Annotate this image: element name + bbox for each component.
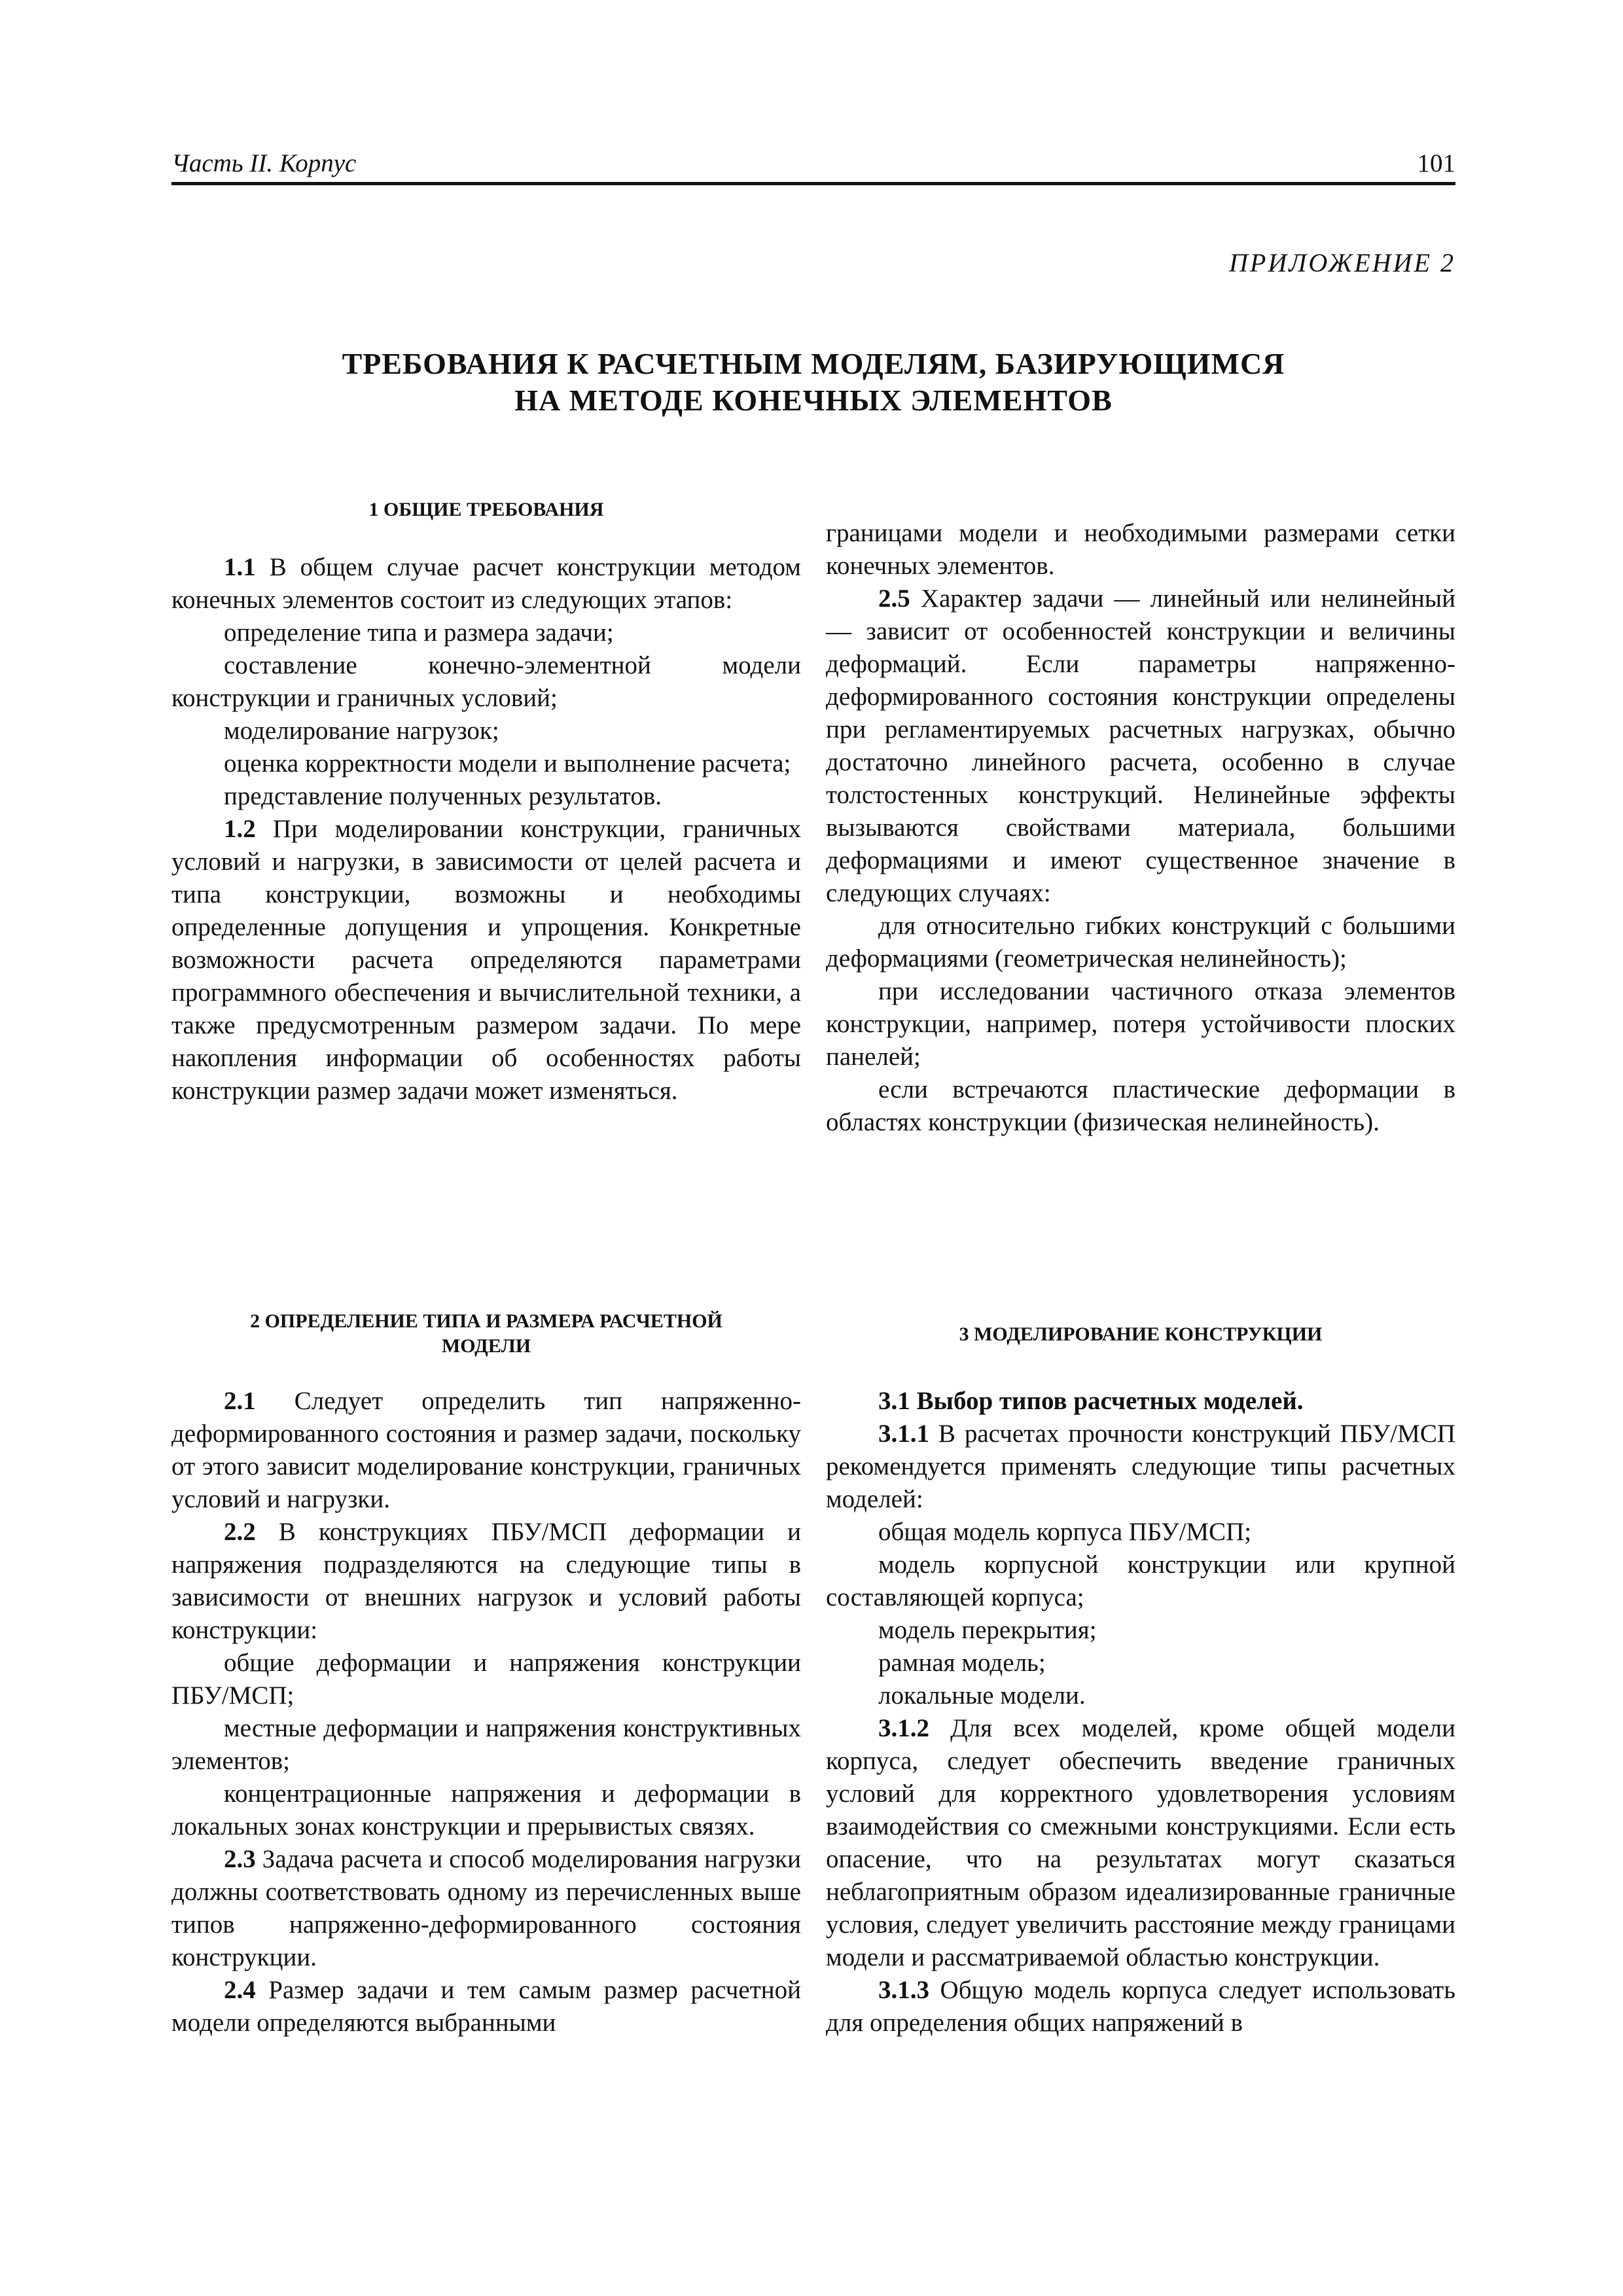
page-number: 101 — [1417, 149, 1455, 177]
section-2-heading-line-2: МОДЕЛИ — [441, 1335, 531, 1357]
list-item: оценка корректности модели и выполнение расчета; — [224, 749, 791, 778]
paragraph-2-4-continued: границами модели и необходимыми размерами сетки конечных элементов. — [826, 519, 1455, 580]
paragraph-2-5 — [826, 583, 1455, 910]
list-item: при исследовании частичного отказа элементов конструкции, например, потеря устойчивости плоских панелей; — [826, 977, 1455, 1071]
paragraph-text: Размер задачи и тем самым размер расчетной модели определяются выбранными — [171, 1976, 801, 2037]
paragraph-number: 1.1 — [224, 553, 256, 581]
subsection-3-1-heading: 3.1 Выбор типов расчетных моделей. — [878, 1387, 1304, 1415]
paragraph-text: Общую модель корпуса следует использовать для определения общих напряжений в — [826, 1976, 1455, 2037]
paragraph-number: 3.1.1 — [878, 1420, 929, 1448]
list-item: составление конечно-элементной модели конструкции и граничных условий; — [171, 651, 801, 712]
section-3 — [826, 1322, 1455, 2039]
section-1-heading: 1 ОБЩИЕ ТРЕБОВАНИЯ — [368, 499, 604, 520]
paragraph-1-2 — [171, 813, 801, 1107]
paragraph-text: В конструкциях ПБУ/МСП деформации и напряжения подразделяются на следующие типы в зависимости от внешних нагрузок и условий работы конструкции: — [171, 1518, 801, 1644]
list-item: моделирование нагрузок; — [224, 717, 499, 745]
section-2-continued — [826, 517, 1455, 1139]
paragraph-number: 2.5 — [878, 584, 910, 613]
paragraph-1-1 — [171, 551, 801, 617]
paragraph-2-2 — [171, 1516, 801, 1647]
paragraph-text: Задача расчета и способ моделирования нагрузки должны соответствовать одному из перечисленных выше типов напряженно-деформированного состояния конструкции. — [171, 1845, 801, 1971]
paragraph-number: 3.1.2 — [878, 1714, 929, 1742]
list-item: модель корпусной конструкции или крупной составляющей корпуса; — [826, 1551, 1455, 1611]
paragraph-text: Характер задачи — линейный или нелинейный — зависит от особенностей конструкции и величины деформаций. Если параметры напряженно-деформированного состояния конструкции определены при регламентируемых расчетных нагрузках, обычно достаточно линейного расчета, особенно в случае толстостенных конструкций. Нелинейные эффекты вызываются свойствами материала, большими деформациями и имеют существенное значение в следующих случаях: — [826, 584, 1455, 907]
paragraph-text: В общем случае расчет конструкции методом конечных элементов состоит из следующих этапов: — [171, 553, 801, 614]
list-item: общие деформации и напряжения конструкции ПБУ/МСП; — [171, 1649, 801, 1710]
section-2-heading — [171, 1309, 801, 1359]
paragraph-number: 2.4 — [224, 1976, 256, 2004]
list-item: общая модель корпуса ПБУ/МСП; — [878, 1518, 1252, 1546]
paragraph-text: Следует определить тип напряженно-деформированного состояния и размер задачи, поскольку от этого зависит моделирование конструкции, граничных условий и нагрузки. — [171, 1387, 801, 1513]
list-item: представление полученных результатов. — [224, 782, 662, 810]
list-item: концентрационные напряжения и деформации в локальных зонах конструкции и прерывистых связях. — [171, 1780, 801, 1840]
paragraph-number: 3.1.3 — [878, 1976, 929, 2004]
running-title: Часть II. Корпус — [171, 149, 357, 177]
paragraph-text: Для всех моделей, кроме общей модели корпуса, следует обеспечить введение граничных условий для корректного удовлетворения условиям взаимодействия со смежными конструкциями. Если есть опасение, что на результатах могут сказаться неблагоприятным образом идеализированные граничные условия, следует увеличить расстояние между границами модели и рассматриваемой областью конструкции. — [826, 1714, 1455, 1971]
list-item: местные деформации и напряжения конструктивных элементов; — [171, 1714, 801, 1775]
paragraph-3-1-1 — [826, 1418, 1455, 1516]
section-1 — [171, 497, 801, 1107]
paragraph-3-1-3 — [826, 1974, 1455, 2039]
paragraph-3-1-2 — [826, 1712, 1455, 1974]
paragraph-number: 1.2 — [224, 815, 256, 843]
paragraph-number: 2.2 — [224, 1518, 256, 1546]
list-item: рамная модель; — [878, 1649, 1046, 1677]
list-item: определение типа и размера задачи; — [224, 619, 614, 647]
list-item: для относительно гибких конструкций с большими деформациями (геометрическая нелинейность); — [826, 912, 1455, 973]
list-item: модель перекрытия; — [878, 1616, 1097, 1644]
list-item: если встречаются пластические деформации в областях конструкции (физическая нелинейность). — [826, 1075, 1455, 1136]
section-2-heading-line-1: 2 ОПРЕДЕЛЕНИЕ ТИПА И РАЗМЕРА РАСЧЕТНОЙ — [250, 1310, 722, 1332]
paragraph-number: 2.1 — [224, 1387, 256, 1415]
paragraph-number: 2.3 — [224, 1845, 256, 1873]
title-line-1: ТРЕБОВАНИЯ К РАСЧЕТНЫМ МОДЕЛЯМ, БАЗИРУЮЩИМСЯ — [342, 347, 1285, 380]
paragraph-text: В расчетах прочности конструкций ПБУ/МСП рекомендуется применять следующие типы расчетных моделей: — [826, 1420, 1455, 1513]
running-header — [171, 143, 1455, 185]
document-title — [171, 346, 1455, 419]
paragraph-2-4 — [171, 1974, 801, 2039]
appendix-label: ПРИЛОЖЕНИЕ 2 — [1229, 248, 1455, 278]
paragraph-text: При моделировании конструкции, граничных условий и нагрузки, в зависимости от целей расчета и типа конструкции, возможны и необходимы определенные допущения и упрощения. Конкретные возможности расчета определяются параметрами программного обеспечения и вычислительной техники, а также предусмотренным размером задачи. По мере накопления информации об особенностях работы конструкции размер задачи может изменяться. — [171, 815, 801, 1105]
list-item: локальные модели. — [878, 1681, 1086, 1710]
paragraph-2-3 — [171, 1843, 801, 1974]
section-3-heading: 3 МОДЕЛИРОВАНИЕ КОНСТРУКЦИИ — [959, 1323, 1323, 1345]
section-2 — [171, 1309, 801, 2039]
paragraph-2-1 — [171, 1385, 801, 1516]
title-line-2: НА МЕТОДЕ КОНЕЧНЫХ ЭЛЕМЕНТОВ — [514, 384, 1113, 417]
